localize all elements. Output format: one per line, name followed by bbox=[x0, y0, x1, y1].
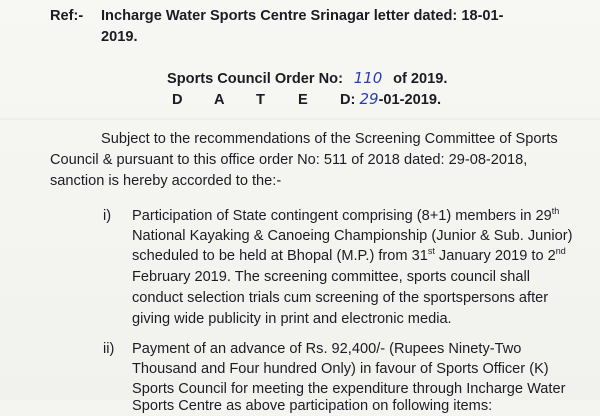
paper-fold-line bbox=[0, 118, 600, 120]
ref-label: Ref:- bbox=[50, 8, 84, 24]
dated-letter-e: E bbox=[298, 92, 308, 108]
dated-line bbox=[172, 89, 441, 110]
order-date-rest: -01-2019. bbox=[378, 92, 442, 108]
item-ii-line-1: Payment of an advance of Rs. 92,400/- (Rupees Ninety-Two bbox=[132, 341, 522, 357]
dated-letter-d: D bbox=[172, 92, 183, 108]
item-ii-marker: ii) bbox=[103, 341, 115, 357]
order-prefix: Sports Council Order No: bbox=[167, 71, 343, 87]
item-i-marker: i) bbox=[103, 208, 112, 224]
intro-line-2: Council & pursuant to this office order No: 511 of 2018 dated: 29-08-2018, bbox=[50, 152, 528, 168]
item-i-line-6: giving wide publicity in print and electronic media. bbox=[132, 311, 452, 327]
item-i-line-5: conduct selection trials cum screening of the sportspersons after bbox=[132, 290, 549, 306]
item-i-line-1: Participation of State contingent comprising (8+1) members in 29th bbox=[132, 206, 560, 224]
item-i-line-3: scheduled to be held at Bhopal (M.P.) from 31st January 2019 to 2nd bbox=[132, 246, 566, 264]
ref-line-2: 2019. bbox=[101, 29, 138, 45]
ref-line-1: Incharge Water Sports Centre Srinagar letter dated: 18-01- bbox=[101, 8, 504, 24]
order-suffix: of 2019. bbox=[393, 71, 448, 87]
item-i-line-2: National Kayaking & Canoeing Championship (Junior & Sub. Junior) bbox=[132, 228, 573, 244]
item-i-line-4: February 2019. The screening committee, sports council shall bbox=[132, 269, 531, 285]
dated-letter-d-colon: D: bbox=[340, 92, 356, 108]
item-ii-line-3: Sports Council for meeting the expenditure through Incharge Water bbox=[132, 381, 566, 397]
dated-letter-t: T bbox=[256, 92, 265, 108]
item-ii-line-2: Thousand and Four hundred Only) in favour of Sports Officer (K) bbox=[132, 361, 549, 377]
order-number-handwritten: 110 bbox=[353, 69, 383, 87]
order-number-line bbox=[167, 68, 447, 89]
intro-line-3: sanction is hereby accorded to the:- bbox=[50, 173, 282, 189]
order-date-day-handwritten: 29 bbox=[359, 90, 379, 108]
dated-letter-a: A bbox=[214, 92, 225, 108]
item-ii-line-4: Sports Centre as above participation on following items: bbox=[132, 398, 493, 414]
intro-line-1: Subject to the recommendations of the Screening Committee of Sports bbox=[101, 131, 558, 147]
